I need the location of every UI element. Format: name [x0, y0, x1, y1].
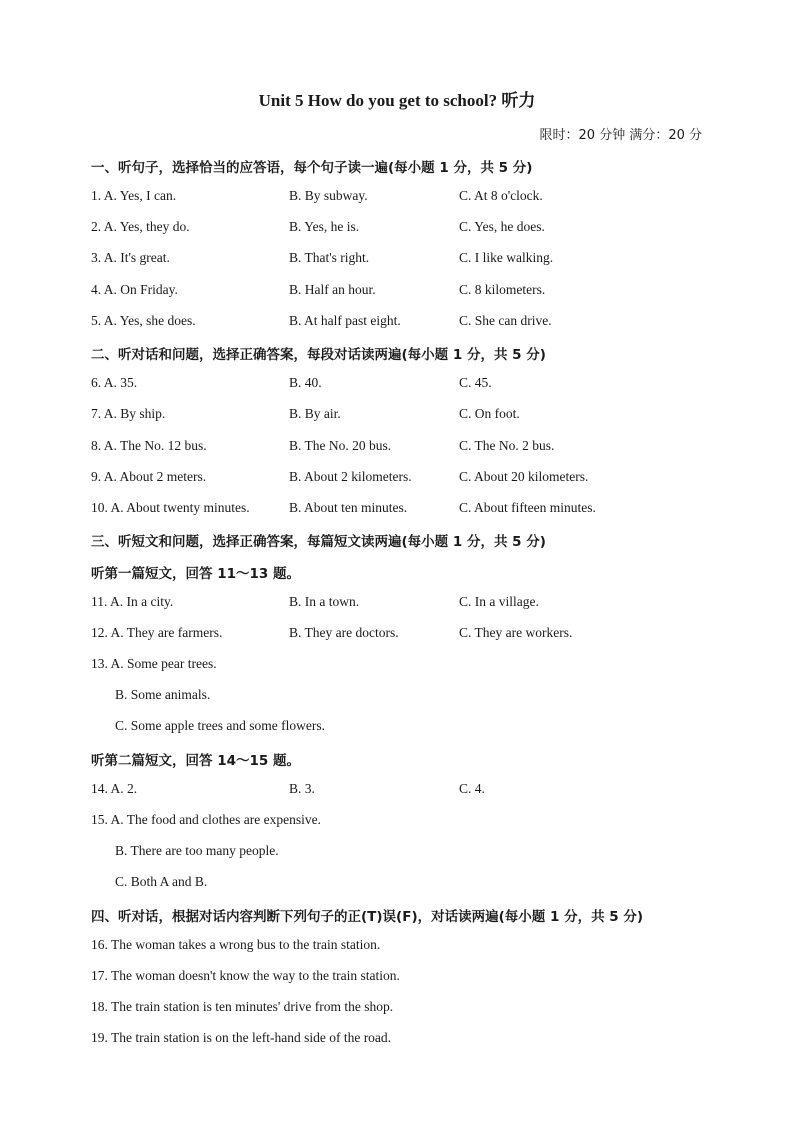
section-4-heading: 四、听对话，根据对话内容判断下列句子的正(T)误(F)，对话读两遍(每小题 1 分，共 5 分)	[91, 909, 644, 925]
option-b: B. By air.	[289, 406, 341, 421]
option-a: 6. A. 35.	[91, 375, 138, 390]
option-c: C. The No. 2 bus.	[459, 438, 555, 453]
question-15-option-b: B. There are too many people.	[115, 843, 279, 858]
option-a: 10. A. About twenty minutes.	[91, 500, 250, 515]
option-c: C. They are workers.	[459, 625, 573, 640]
time-score-info: 限时：20 分钟 满分：20 分	[539, 128, 702, 143]
question-15-option-a: 15. A. The food and clothes are expensive.	[91, 812, 321, 827]
option-b: B. About 2 kilometers.	[289, 469, 412, 484]
section-1-heading: 一、听句子，选择恰当的应答语，每个句子读一遍(每小题 1 分，共 5 分)	[91, 160, 533, 176]
option-c: C. 8 kilometers.	[459, 282, 546, 297]
question-13-option-b: B. Some animals.	[115, 687, 211, 702]
option-b: B. About ten minutes.	[289, 500, 408, 515]
option-b: B. By subway.	[289, 188, 368, 203]
option-c: C. About 20 kilometers.	[459, 469, 589, 484]
option-b: B. Half an hour.	[289, 282, 376, 297]
option-a: 5. A. Yes, she does.	[91, 313, 196, 328]
option-c: C. I like walking.	[459, 250, 554, 265]
option-c: C. In a village.	[459, 594, 539, 609]
option-a: 4. A. On Friday.	[91, 282, 178, 297]
section-2-heading: 二、听对话和问题，选择正确答案，每段对话读两遍(每小题 1 分，共 5 分)	[91, 347, 546, 363]
option-b: B. The No. 20 bus.	[289, 438, 392, 453]
option-a: 2. A. Yes, they do.	[91, 219, 190, 234]
option-c: C. At 8 o'clock.	[459, 188, 543, 203]
option-a: 9. A. About 2 meters.	[91, 469, 207, 484]
option-b: B. 3.	[289, 781, 315, 796]
option-a: 11. A. In a city.	[91, 594, 174, 609]
option-b: B. Yes, he is.	[289, 219, 360, 234]
option-a: 7. A. By ship.	[91, 406, 166, 421]
option-c: C. 4.	[459, 781, 485, 796]
option-b: B. At half past eight.	[289, 313, 401, 328]
page-title: Unit 5 How do you get to school? 听力	[258, 91, 536, 110]
option-b: B. They are doctors.	[289, 625, 399, 640]
option-a: 14. A. 2.	[91, 781, 138, 796]
option-c: C. On foot.	[459, 406, 520, 421]
passage-1-instruction: 听第一篇短文，回答 11～13 题。	[91, 566, 300, 582]
passage-2-instruction: 听第二篇短文，回答 14～15 题。	[91, 753, 300, 769]
option-a: 8. A. The No. 12 bus.	[91, 438, 207, 453]
question-13-option-a: 13. A. Some pear trees.	[91, 656, 217, 671]
option-b: B. That's right.	[289, 250, 370, 265]
option-c: C. 45.	[459, 375, 492, 390]
question-15-option-c: C. Both A and B.	[115, 874, 208, 889]
option-c: C. Yes, he does.	[459, 219, 545, 234]
tf-statement-16: 16. The woman takes a wrong bus to the train station.	[91, 937, 381, 952]
option-a: 3. A. It's great.	[91, 250, 170, 265]
tf-statement-17: 17. The woman doesn't know the way to the train station.	[91, 968, 400, 983]
option-c: C. About fifteen minutes.	[459, 500, 596, 515]
option-c: C. She can drive.	[459, 313, 552, 328]
tf-statement-18: 18. The train station is ten minutes' drive from the shop.	[91, 999, 394, 1014]
option-b: B. In a town.	[289, 594, 360, 609]
option-a: 12. A. They are farmers.	[91, 625, 223, 640]
tf-statement-19: 19. The train station is on the left-hand side of the road.	[91, 1030, 392, 1045]
option-a: 1. A. Yes, I can.	[91, 188, 177, 203]
question-13-option-c: C. Some apple trees and some flowers.	[115, 718, 325, 733]
option-b: B. 40.	[289, 375, 322, 390]
section-3-heading: 三、听短文和问题，选择正确答案，每篇短文读两遍(每小题 1 分，共 5 分)	[91, 534, 546, 550]
